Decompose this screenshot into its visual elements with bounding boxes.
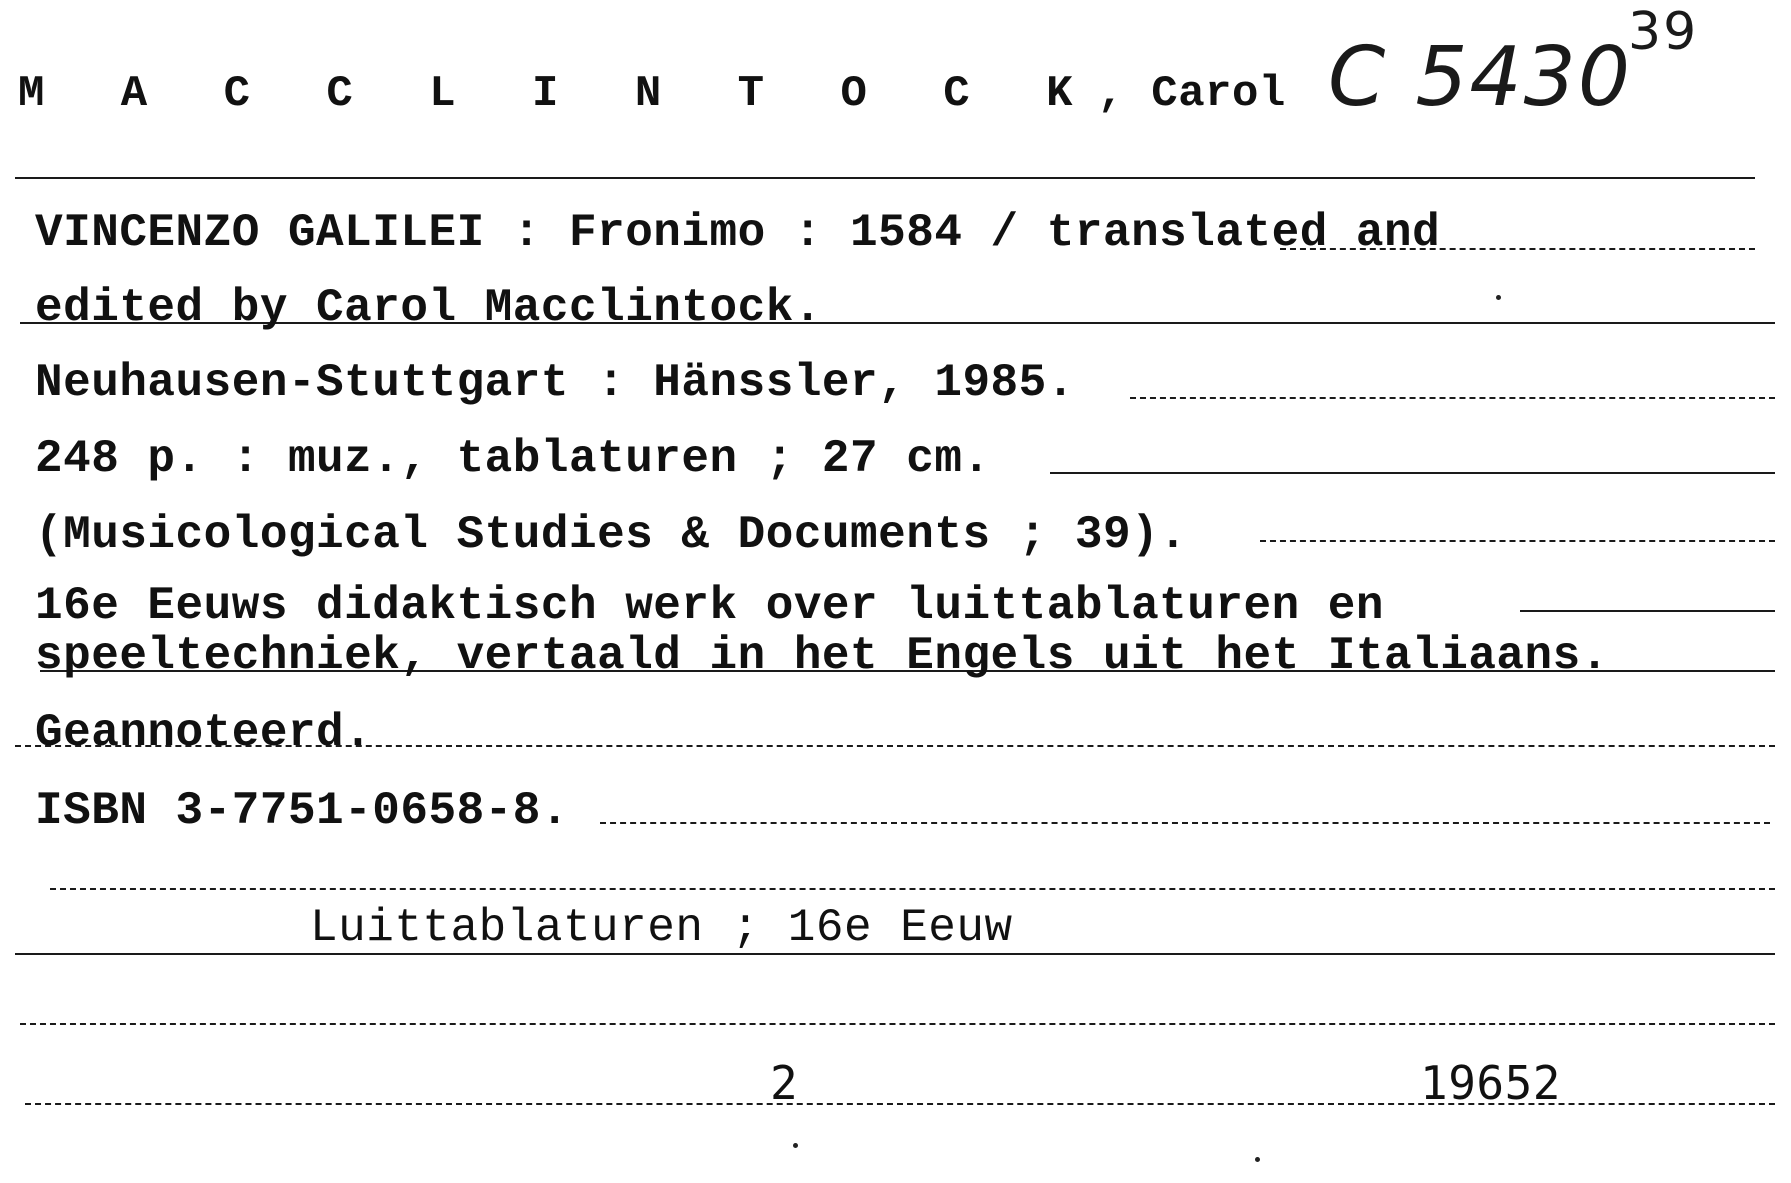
header-rule bbox=[15, 177, 1755, 179]
line-rule bbox=[20, 1023, 1775, 1025]
title-line: VINCENZO GALILEI : Fronimo : 1584 / translated and bbox=[35, 207, 1441, 259]
line-rule bbox=[1520, 610, 1775, 612]
author-heading bbox=[18, 69, 1286, 119]
series-line: (Musicological Studies & Documents ; 39). bbox=[35, 509, 1188, 561]
call-number-superscript: 39 bbox=[1628, 2, 1699, 62]
handwritten-call-number bbox=[1328, 2, 1699, 125]
line-rule bbox=[1050, 472, 1775, 474]
subject-heading: Luittablaturen ; 16e Eeuw bbox=[310, 902, 1013, 954]
ink-speck bbox=[1496, 295, 1501, 300]
responsibility-line: edited by Carol Macclintock. bbox=[35, 282, 822, 334]
physical-description-line: 248 p. : muz., tablaturen ; 27 cm. bbox=[35, 433, 991, 485]
publication-line: Neuhausen-Stuttgart : Hänssler, 1985. bbox=[35, 357, 1075, 409]
line-rule bbox=[600, 822, 1770, 824]
note-line: speeltechniek, vertaald in het Engels uit het Italiaans. bbox=[35, 630, 1609, 682]
ink-speck bbox=[1255, 1157, 1260, 1162]
call-number: C 5430 bbox=[1328, 30, 1633, 125]
line-rule bbox=[1130, 397, 1775, 399]
copy-count: 2 bbox=[770, 1056, 799, 1110]
author-forename: , Carol bbox=[1097, 69, 1286, 119]
accession-number: 19652 bbox=[1420, 1056, 1561, 1110]
line-rule bbox=[50, 888, 1775, 890]
author-surname: M A C C L I N T O C K bbox=[18, 69, 1098, 119]
annotation-line: Geannoteerd. bbox=[35, 707, 373, 759]
isbn-line: ISBN 3-7751-0658-8. bbox=[35, 785, 569, 837]
note-line: 16e Eeuws didaktisch werk over luittablaturen en bbox=[35, 580, 1385, 632]
ink-speck bbox=[793, 1143, 798, 1148]
line-rule bbox=[1260, 540, 1775, 542]
